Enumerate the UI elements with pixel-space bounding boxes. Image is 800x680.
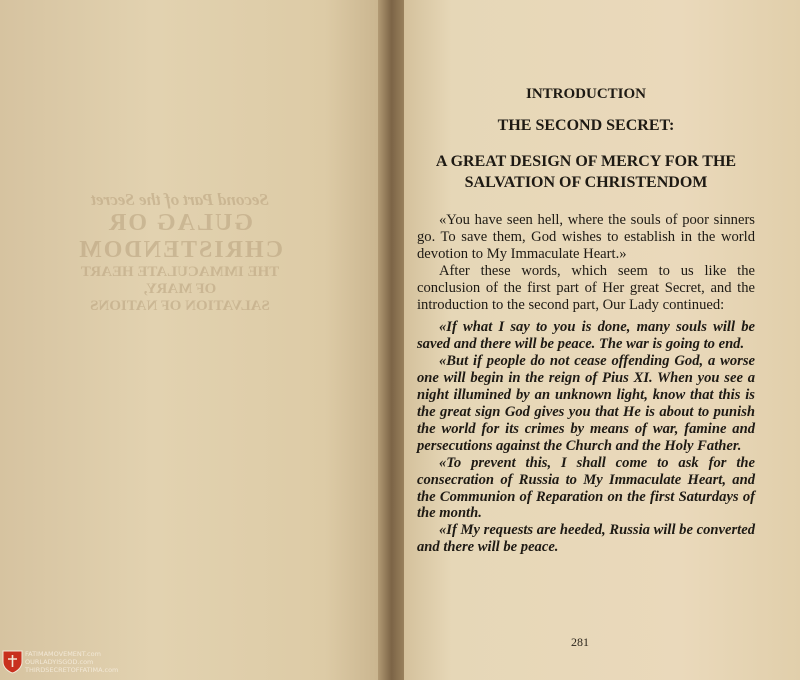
body-paragraph: «You have seen hell, where the souls of poor sinners go. To save them, God wishes to establish in the world devotion to My Immaculate Heart.» — [417, 212, 755, 262]
bleed-line: OF MARY, — [143, 281, 217, 297]
right-page-text — [417, 80, 755, 556]
body-paragraph: After these words, which seem to us like the conclusion of the first part of Her great Secret, and the introduction to the second part, Our Lady continued: — [417, 262, 755, 313]
bleed-line: CHRISTENDOM — [76, 237, 284, 263]
left-page-bleed-through — [30, 190, 330, 370]
watermark-site: FATIMAMOVEMENT.com — [25, 650, 101, 658]
bleed-line: THE IMMACULATE HEART — [80, 264, 280, 280]
watermark-site: OURLADYISGOD.com — [25, 657, 94, 666]
second-secret-heading: THE SECOND SECRET: — [497, 117, 675, 134]
introduction-heading: INTRODUCTION — [525, 86, 646, 102]
chapter-title-line-1: A GREAT DESIGN OF MERCY FOR THE — [435, 153, 737, 170]
bleed-line: GULAG OR — [107, 210, 254, 236]
quote-paragraph: «If what I say to you is done, many souls will be saved and there will be peace. The war is going to end. — [417, 319, 755, 353]
quote-paragraph: «If My requests are heeded, Russia will be converted and there will be peace. — [417, 522, 755, 556]
page-number: 281 — [571, 635, 589, 649]
bleed-line: SALVATION OF NATIONS — [90, 298, 270, 314]
watermark-sites — [25, 651, 118, 674]
quote-paragraph: «To prevent this, I shall come to ask for the consecration of Russia to My Immaculate Heart, and the Communion of Reparation on the first Saturdays of the month. — [417, 454, 755, 522]
quote-paragraph: «But if people do not cease offending God, a worse one will begin in the reign of Pius XI. When you see a night illumined by an unknown light, know that this is the great sign God gives you that He is about to punish the world for its crimes by means of war, famine and persecutions against the Church and the Holy Father. — [417, 353, 755, 454]
bleed-line: Second Part of the Secret — [91, 190, 269, 209]
watermark-site: THIRDSECRETOFFATIMA.com — [25, 665, 119, 674]
chapter-title — [417, 151, 755, 193]
shield-crest-icon — [2, 650, 23, 674]
chapter-title-line-2: SALVATION OF CHRISTENDOM — [464, 174, 708, 191]
